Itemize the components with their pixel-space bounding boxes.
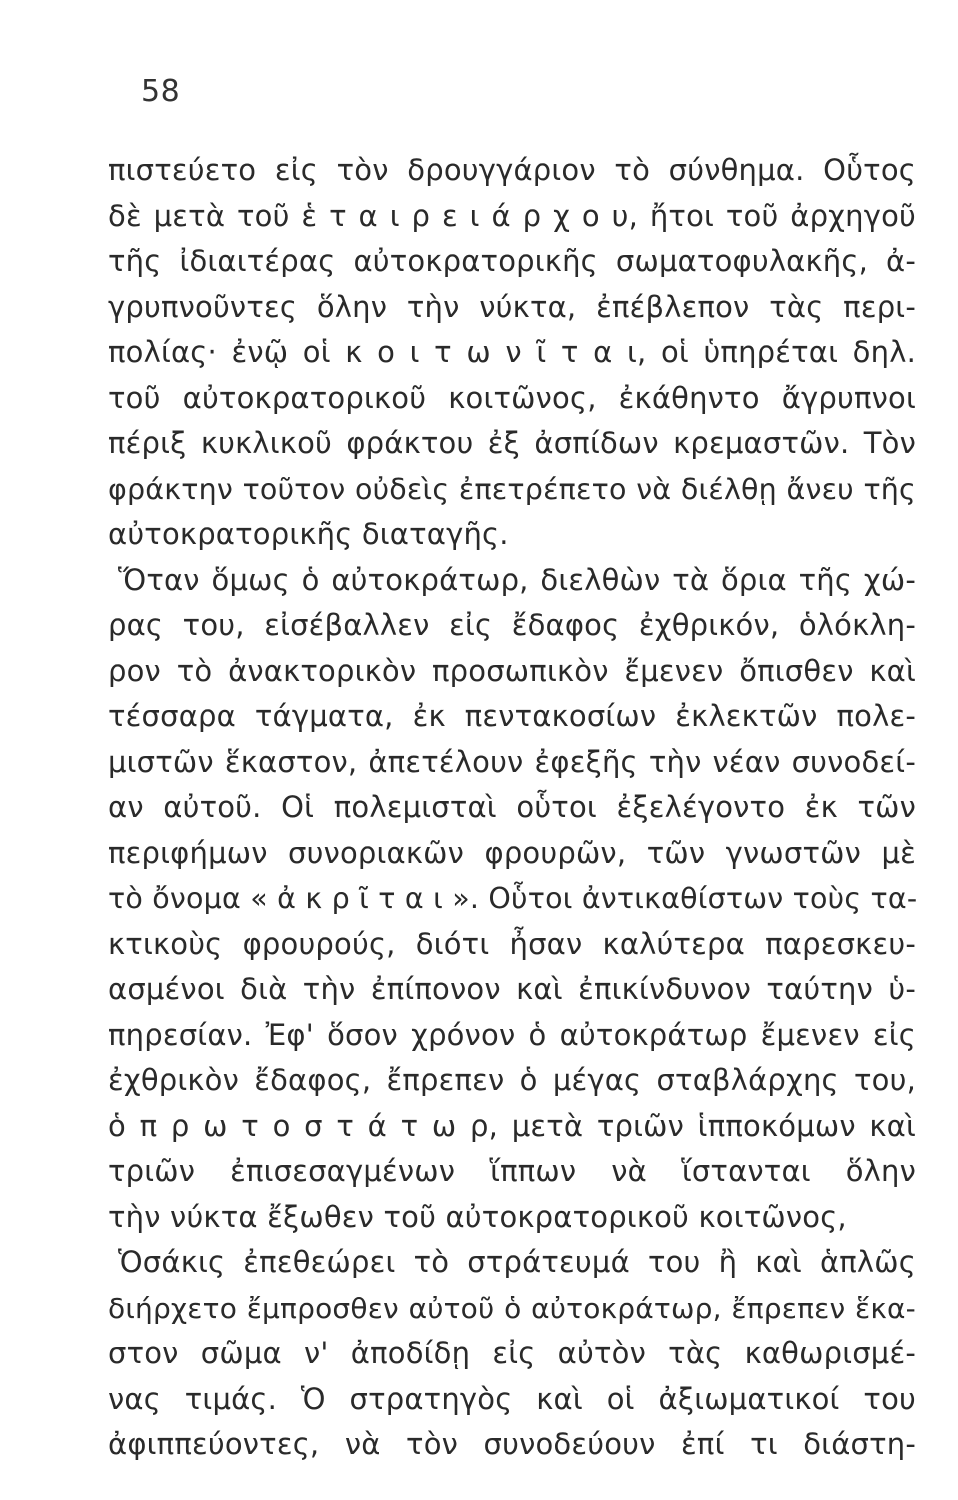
text-line: τῆς ἰδιαιτέρας αὐτοκρατορικῆς σωματοφυλακῆς, ἀ-	[108, 244, 916, 278]
text-line: γρυπνοῦντες ὅλην τὴν νύκτα, ἐπέβλεπον τὰς περι-	[108, 289, 916, 324]
text-line: τριῶν ἐπισεσαγμένων ἵππων νὰ ἵστανται ὅλην	[108, 1154, 916, 1188]
text-line: πέριξ κυκλικοῦ φράκτου ἐξ ἀσπίδων κρεμαστῶν. Τὸν	[108, 426, 916, 460]
body-text	[108, 148, 916, 1468]
text-line: τὴν νύκτα ἔξωθεν τοῦ αὐτοκρατορικοῦ κοιτῶνος,	[108, 1199, 847, 1234]
text-line: τοῦ αὐτοκρατορικοῦ κοιτῶνος, ἐκάθηντο ἄγρυπνοι	[108, 380, 916, 415]
text-line: ὁ π ρ ω τ ο σ τ ά τ ω ρ, μετὰ τριῶν ἱπποκόμων καὶ	[108, 1108, 916, 1143]
text-line: Ὁσάκις ἐπεθεώρει τὸ στράτευμά του ἢ καὶ ἁπλῶς	[118, 1245, 916, 1279]
text-line: αν αὐτοῦ. Οἱ πολεμισταὶ οὗτοι ἐξελέγοντο ἐκ τῶν	[108, 790, 916, 824]
text-line: διήρχετο ἔμπροσθεν αὐτοῦ ὁ αὐτοκράτωρ, ἔπρεπεν ἕκα-	[108, 1291, 916, 1325]
text-line: ασμένοι διὰ τὴν ἐπίπονον καὶ ἐπικίνδυνον ταύτην ὑ-	[108, 972, 916, 1006]
text-line: ρας του, εἰσέβαλλεν εἰς ἔδαφος ἐχθρικόν, ὁλόκλη-	[108, 608, 916, 642]
page-number: 58	[141, 74, 181, 109]
text-line: δὲ μετὰ τοῦ ἑ τ α ι ρ ε ι ά ρ χ ο υ, ἤτοι τοῦ ἀρχηγοῦ	[108, 198, 916, 233]
text-line: τὸ ὄνομα « ἀ κ ρ ῖ τ α ι ». Οὗτοι ἀντικαθίστων τοὺς τα-	[108, 882, 918, 915]
text-line: Ὅταν ὅμως ὁ αὐτοκράτωρ, διελθὼν τὰ ὅρια τῆς χώ-	[118, 562, 916, 597]
text-line: μιστῶν ἕκαστον, ἀπετέλουν ἐφεξῆς τὴν νέαν συνοδεί-	[108, 744, 916, 779]
text-line: ἀφιππεύοντες, νὰ τὸν συνοδεύουν ἐπί τι διάστη-	[108, 1427, 916, 1461]
text-line: φράκτην τοῦτον οὐδεὶς ἐπετρέπετο νὰ διέλθῃ ἄνευ τῆς	[108, 472, 916, 506]
text-line: πηρεσίαν. Ἐφ' ὅσον χρόνον ὁ αὐτοκράτωρ ἔμενεν εἰς	[108, 1017, 916, 1052]
text-line: στον σῶμα ν' ἀποδίδῃ εἰς αὐτὸν τὰς καθωρισμέ-	[108, 1336, 916, 1370]
text-line: πολίας· ἐνῷ οἱ κ ο ι τ ω ν ῖ τ α ι, οἱ ὑπηρέται δηλ.	[108, 335, 916, 369]
text-line: ἐχθρικὸν ἔδαφος, ἔπρεπεν ὁ μέγας σταβλάρχης του,	[108, 1063, 916, 1097]
text-line: νας τιμάς. Ὁ στρατηγὸς καὶ οἱ ἀξιωματικοί του	[108, 1381, 916, 1416]
text-line: πιστεύετο εἰς τὸν δρουγγάριον τὸ σύνθημα. Οὗτος	[108, 153, 916, 187]
text-line: ρον τὸ ἀνακτορικὸν προσωπικὸν ἔμενεν ὄπισθεν καὶ	[108, 653, 916, 688]
text-line: περιφήμων συνοριακῶν φρουρῶν, τῶν γνωστῶν μὲ	[108, 835, 916, 870]
text-line: κτικοὺς φρουρούς, διότι ἦσαν καλύτερα παρεσκευ-	[108, 926, 916, 961]
text-line: τέσσαρα τάγματα, ἐκ πεντακοσίων ἐκλεκτῶν πολε-	[108, 699, 916, 733]
text-line: αὐτοκρατορικῆς διαταγῆς.	[108, 517, 509, 551]
